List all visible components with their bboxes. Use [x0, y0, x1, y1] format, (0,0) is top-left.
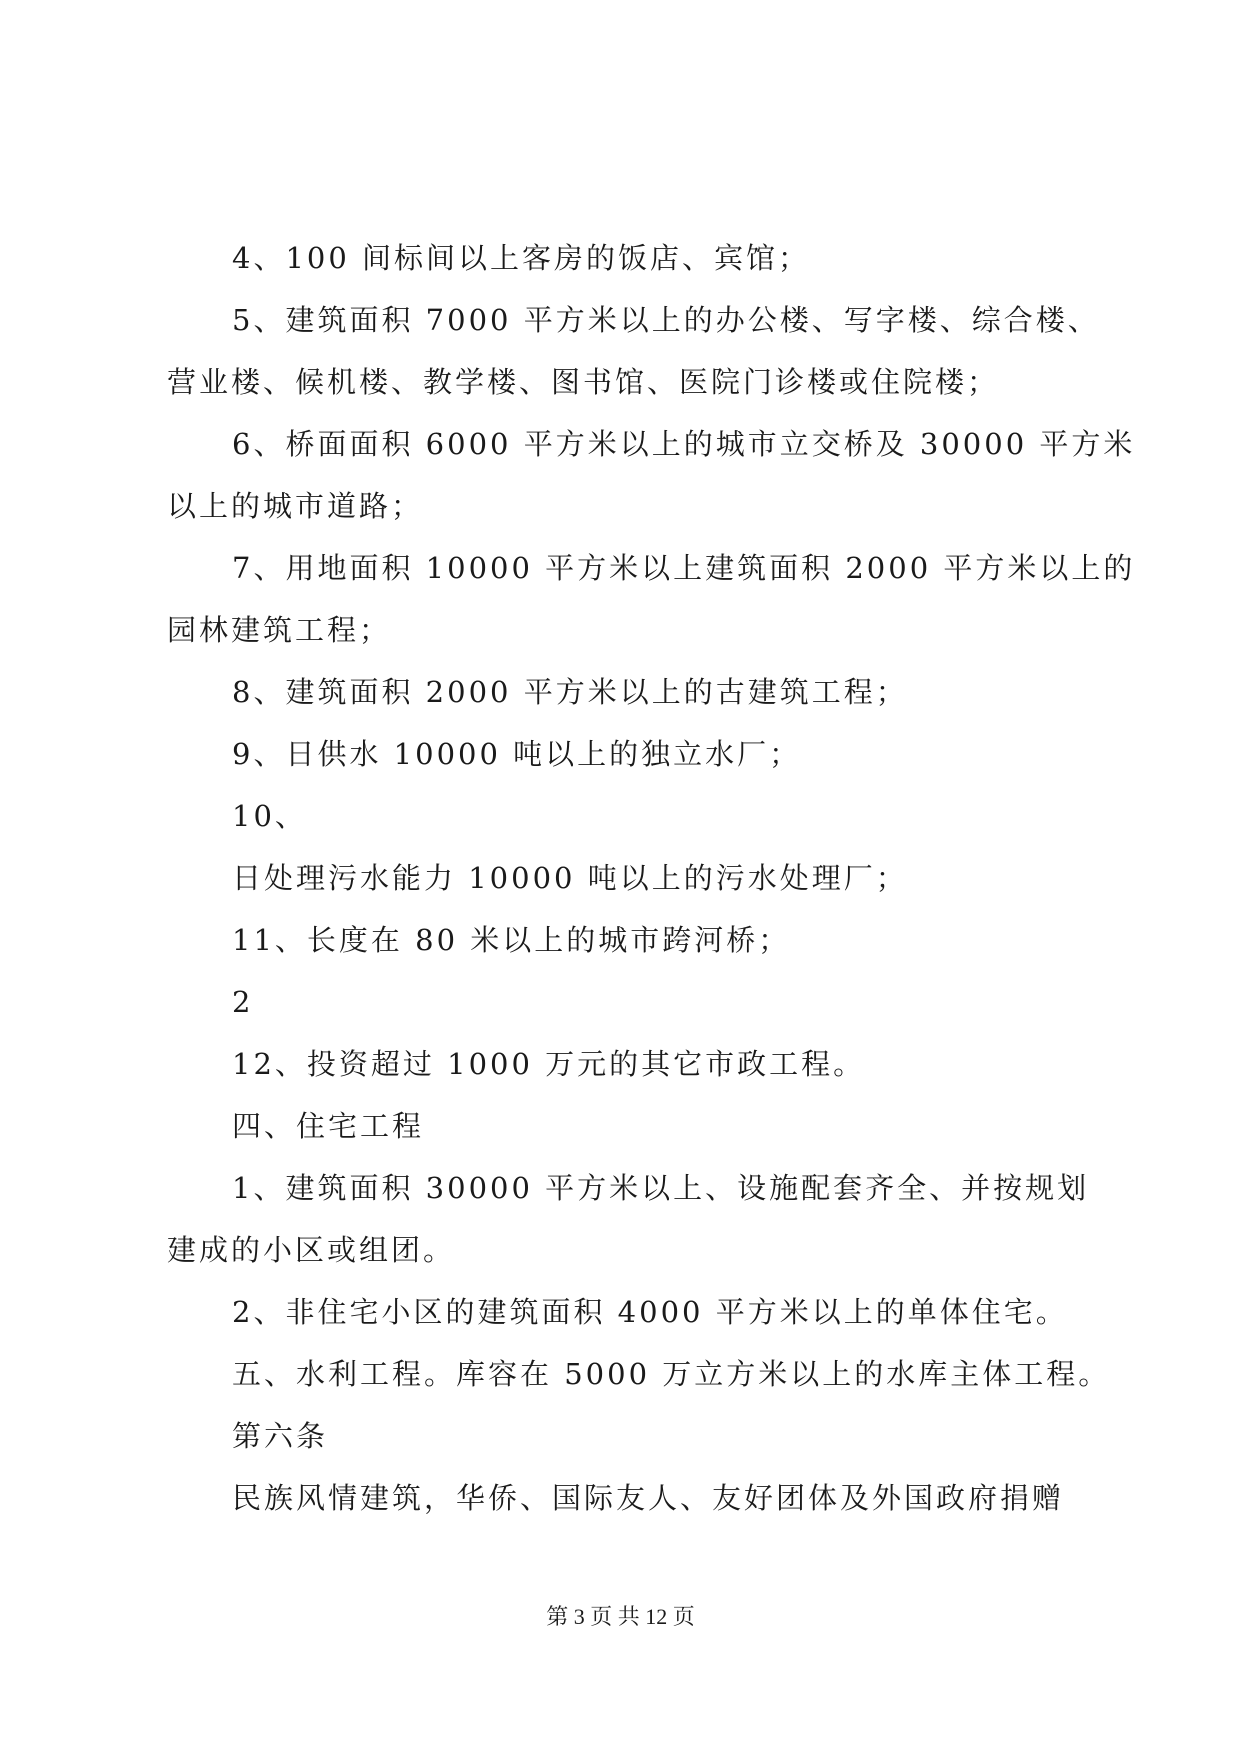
article-heading: 第六条 — [232, 1419, 329, 1453]
text-line-5: 以上的城市道路； — [167, 489, 424, 523]
text-line-14: 12、投资超过 1000 万元的其它市政工程。 — [232, 1047, 866, 1081]
page-footer: 第 3 页 共 12 页 — [546, 1604, 695, 1629]
text-line-8: 8、建筑面积 2000 平方米以上的古建筑工程； — [232, 675, 908, 709]
text-line-2: 5、建筑面积 7000 平方米以上的办公楼、写字楼、综合楼、 — [232, 303, 1100, 337]
text-line-7: 园林建筑工程； — [167, 613, 392, 647]
text-line-12: 11、长度在 80 米以上的城市跨河桥； — [232, 923, 791, 957]
text-line-3: 营业楼、候机楼、教学楼、图书馆、医院门诊楼或住院楼； — [167, 365, 1000, 399]
text-line-17: 建成的小区或组团。 — [167, 1233, 456, 1267]
text-line-13: 2 — [232, 985, 254, 1019]
text-line-4: 6、桥面面积 6000 平方米以上的城市立交桥及 30000 平方米 — [232, 427, 1136, 461]
text-line-9: 9、日供水 10000 吨以上的独立水厂； — [232, 737, 802, 771]
text-line-10: 10、 — [232, 799, 307, 833]
text-line-21: 民族风情建筑，华侨、国际友人、友好团体及外国政府捐赠 — [232, 1481, 1065, 1515]
text-line-11: 日处理污水能力 10000 吨以上的污水处理厂； — [232, 861, 908, 895]
text-line-19: 五、水利工程。库容在 5000 万立方米以上的水库主体工程。 — [232, 1357, 1111, 1391]
text-line-6: 7、用地面积 10000 平方米以上建筑面积 2000 平方米以上的 — [232, 551, 1136, 585]
section-heading: 四、住宅工程 — [232, 1109, 425, 1143]
text-line-16: 1、建筑面积 30000 平方米以上、设施配套齐全、并按规划 — [232, 1171, 1090, 1205]
text-line-1: 4、100 间标间以上客房的饭店、宾馆； — [232, 241, 811, 275]
text-line-18: 2、非住宅小区的建筑面积 4000 平方米以上的单体住宅。 — [232, 1295, 1068, 1329]
